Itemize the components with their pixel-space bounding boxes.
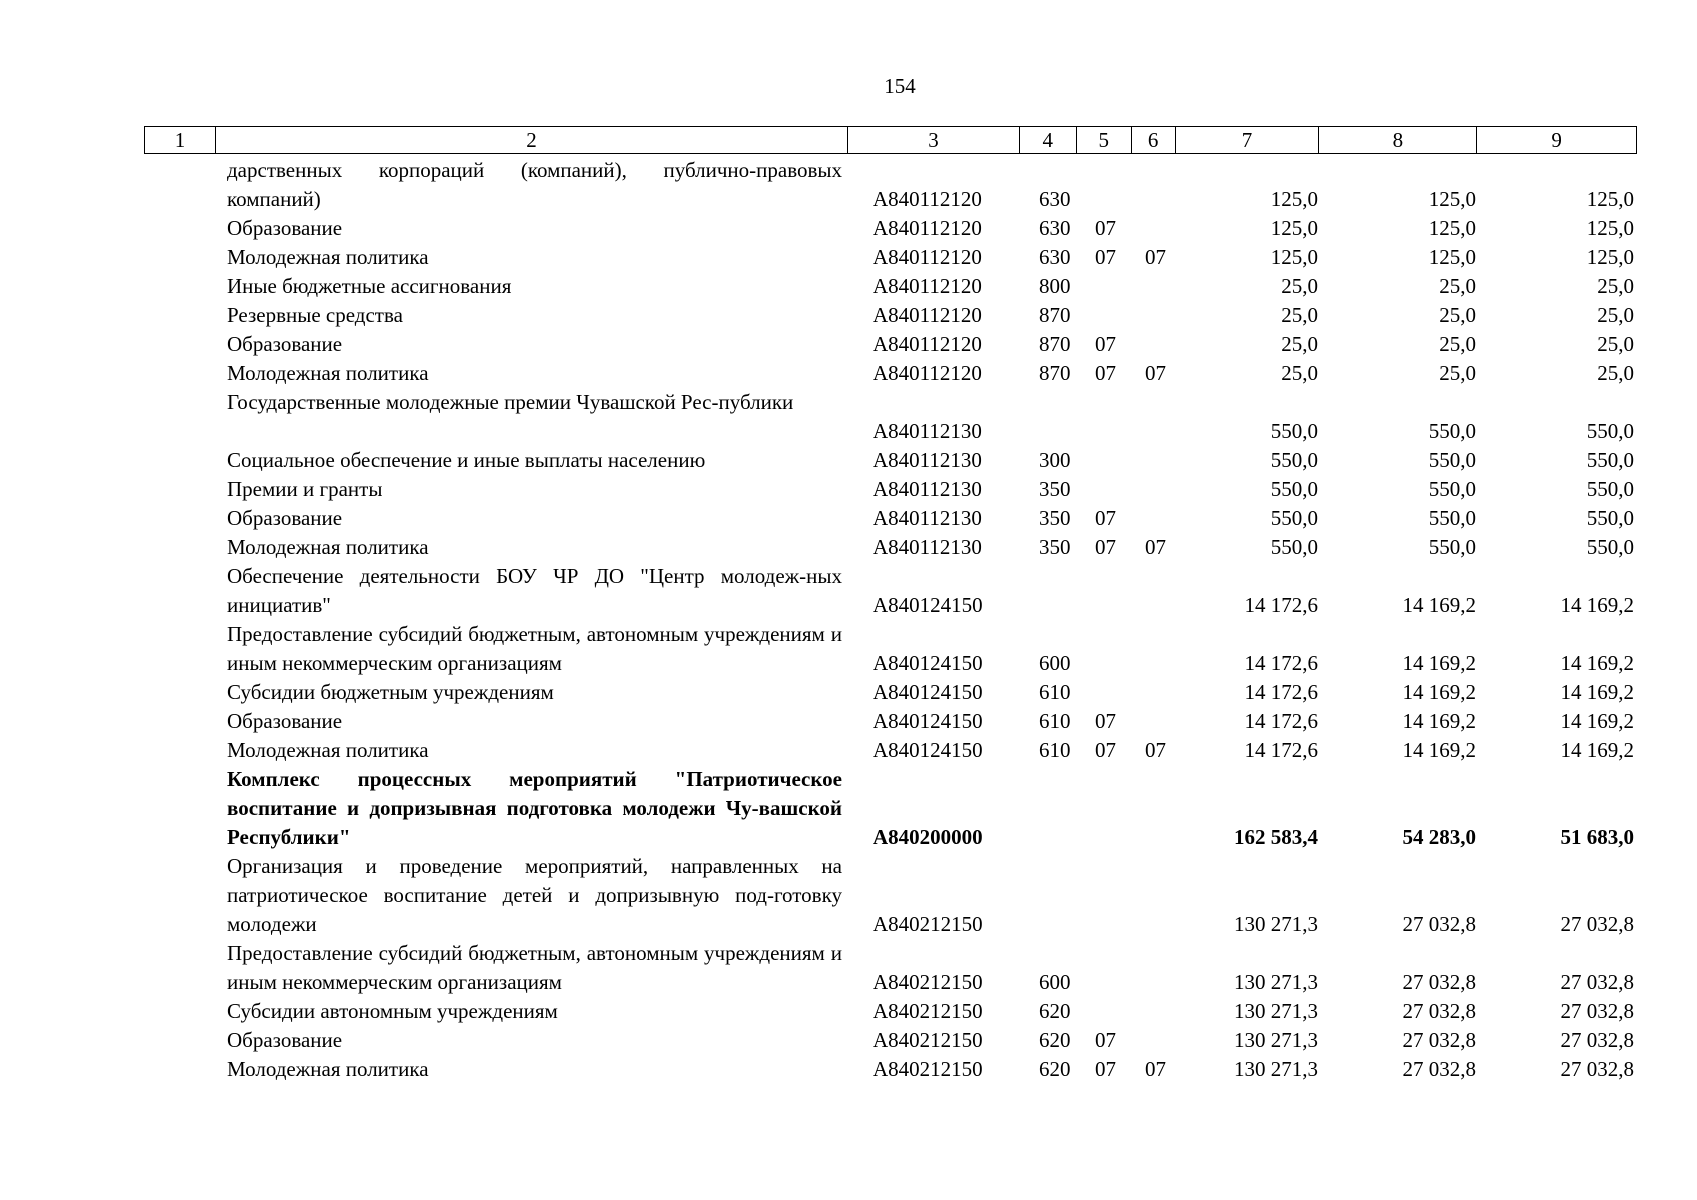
amount-col-9: 25,0 [1597,274,1634,298]
subsection-code: 07 [1145,1057,1166,1081]
amount-col-9: 125,0 [1586,187,1634,211]
amount-col-8: 14 169,2 [1402,709,1476,733]
subsection-code: 07 [1145,245,1166,269]
expense-type-code: 620 [1039,1028,1071,1052]
amount-col-8: 550,0 [1428,477,1476,501]
section-code: 07 [1095,535,1116,559]
amount-col-9: 125,0 [1586,245,1634,269]
amount-col-9: 550,0 [1586,535,1634,559]
amount-col-7: 125,0 [1270,187,1318,211]
target-article-code: А840124150 [873,709,983,733]
amount-col-7: 162 583,4 [1234,825,1318,849]
amount-col-7: 130 271,3 [1234,970,1318,994]
target-article-code: А840124150 [873,738,983,762]
table-row [0,330,1697,359]
amount-col-9: 27 032,8 [1560,999,1634,1023]
table-row [0,765,1697,852]
row-description: Государственные молодежные премии Чувашской Рес-публики [227,390,794,414]
amount-col-7: 14 172,6 [1244,680,1318,704]
section-code: 07 [1095,1057,1116,1081]
table-row [0,678,1697,707]
row-description: Молодежная политика [227,361,429,385]
target-article-code: А840112130 [873,419,982,443]
row-description: Субсидии автономным учреждениям [227,999,558,1023]
target-article-code: А840112120 [873,245,982,269]
header-col-5: 5 [1077,127,1132,153]
table-row [0,359,1697,388]
table-row [0,388,1697,446]
amount-col-9: 125,0 [1586,216,1634,240]
amount-col-7: 125,0 [1270,216,1318,240]
table-row [0,214,1697,243]
table-row [0,533,1697,562]
amount-col-9: 25,0 [1597,332,1634,356]
expense-type-code: 630 [1039,245,1071,269]
row-description: Образование [227,216,343,240]
expense-type-code: 800 [1039,274,1071,298]
table-header [144,126,1637,154]
amount-col-7: 130 271,3 [1234,999,1318,1023]
section-code: 07 [1095,332,1116,356]
amount-col-7: 550,0 [1270,477,1318,501]
expense-type-code: 600 [1039,651,1071,675]
amount-col-9: 14 169,2 [1560,593,1634,617]
amount-col-9: 14 169,2 [1560,709,1634,733]
amount-col-8: 27 032,8 [1402,1028,1476,1052]
row-description: Молодежная политика [227,535,429,559]
subsection-code: 07 [1145,361,1166,385]
section-code: 07 [1095,709,1116,733]
expense-type-code: 610 [1039,738,1071,762]
amount-col-8: 27 032,8 [1402,912,1476,936]
table-row [0,272,1697,301]
row-description: Обеспечение деятельности БОУ ЧР ДО "Центр молодеж-ных инициатив" [227,564,842,617]
header-col-8: 8 [1319,127,1477,153]
amount-col-9: 550,0 [1586,419,1634,443]
table-row [0,446,1697,475]
row-description: Молодежная политика [227,738,429,762]
header-col-6: 6 [1132,127,1176,153]
header-col-1: 1 [145,127,216,153]
table-row [0,852,1697,939]
amount-col-7: 125,0 [1270,245,1318,269]
amount-col-9: 14 169,2 [1560,651,1634,675]
row-description: Организация и проведение мероприятий, направленных на патриотическое воспитание детей и допризывную под-готовку молодежи [227,854,842,936]
amount-col-7: 25,0 [1281,332,1318,356]
row-description: Образование [227,332,343,356]
target-article-code: А840112120 [873,303,982,327]
row-description: Образование [227,1028,343,1052]
table-row [0,562,1697,620]
amount-col-9: 27 032,8 [1560,912,1634,936]
expense-type-code: 630 [1039,187,1071,211]
amount-col-7: 14 172,6 [1244,738,1318,762]
amount-col-7: 25,0 [1281,274,1318,298]
row-description: Молодежная политика [227,1057,429,1081]
amount-col-9: 27 032,8 [1560,1028,1634,1052]
amount-col-7: 550,0 [1270,506,1318,530]
row-description: Премии и гранты [227,477,383,501]
amount-col-8: 550,0 [1428,535,1476,559]
amount-col-9: 550,0 [1586,477,1634,501]
target-article-code: А840212150 [873,970,983,994]
section-code: 07 [1095,216,1116,240]
target-article-code: А840124150 [873,651,983,675]
header-col-9: 9 [1551,127,1562,152]
target-article-code: А840124150 [873,680,983,704]
table-row [0,504,1697,533]
target-article-code: А840212150 [873,912,983,936]
table-row [0,1055,1697,1084]
row-description: дарственных корпораций (компаний), публично-правовых компаний) [227,158,842,211]
page-number: 154 [884,74,916,98]
target-article-code: А840124150 [873,593,983,617]
table-row [0,707,1697,736]
header-col-3: 3 [848,127,1020,153]
expense-type-code: 610 [1039,680,1071,704]
amount-col-9: 51 683,0 [1560,825,1634,849]
expense-type-code: 610 [1039,709,1071,733]
row-description: Комплекс процессных мероприятий "Патриотическое воспитание и допризывная подготовка молодежи Чу-вашской Республики" [227,767,842,849]
amount-col-7: 130 271,3 [1234,1028,1318,1052]
row-description: Молодежная политика [227,245,429,269]
expense-type-code: 630 [1039,216,1071,240]
amount-col-9: 25,0 [1597,361,1634,385]
amount-col-7: 14 172,6 [1244,709,1318,733]
table-row [0,156,1697,214]
section-code: 07 [1095,361,1116,385]
section-code: 07 [1095,245,1116,269]
target-article-code: А840112120 [873,332,982,356]
amount-col-9: 25,0 [1597,303,1634,327]
table-row [0,939,1697,997]
expense-type-code: 300 [1039,448,1071,472]
table-row [0,1026,1697,1055]
table-row [0,736,1697,765]
amount-col-8: 550,0 [1428,448,1476,472]
section-code: 07 [1095,1028,1116,1052]
amount-col-8: 550,0 [1428,506,1476,530]
amount-col-8: 27 032,8 [1402,1057,1476,1081]
target-article-code: А840112130 [873,506,982,530]
header-col-2: 2 [216,127,848,153]
expense-type-code: 620 [1039,1057,1071,1081]
amount-col-9: 550,0 [1586,448,1634,472]
amount-col-7: 25,0 [1281,361,1318,385]
target-article-code: А840112130 [873,535,982,559]
expense-type-code: 350 [1039,477,1071,501]
amount-col-7: 550,0 [1270,448,1318,472]
target-article-code: А840212150 [873,999,983,1023]
target-article-code: А840112130 [873,477,982,501]
table-row [0,243,1697,272]
amount-col-8: 14 169,2 [1402,651,1476,675]
amount-col-8: 27 032,8 [1402,999,1476,1023]
amount-col-8: 25,0 [1439,274,1476,298]
row-description: Иные бюджетные ассигнования [227,274,512,298]
row-description: Социальное обеспечение и иные выплаты населению [227,448,706,472]
expense-type-code: 870 [1039,332,1071,356]
amount-col-8: 550,0 [1428,419,1476,443]
amount-col-9: 14 169,2 [1560,680,1634,704]
amount-col-8: 25,0 [1439,332,1476,356]
target-article-code: А840200000 [873,825,983,849]
amount-col-7: 130 271,3 [1234,912,1318,936]
amount-col-9: 27 032,8 [1560,1057,1634,1081]
expense-type-code: 600 [1039,970,1071,994]
row-description: Резервные средства [227,303,403,327]
amount-col-9: 14 169,2 [1560,738,1634,762]
target-article-code: А840112120 [873,274,982,298]
amount-col-9: 550,0 [1586,506,1634,530]
amount-col-8: 125,0 [1428,216,1476,240]
expense-type-code: 870 [1039,303,1071,327]
amount-col-8: 14 169,2 [1402,680,1476,704]
table-row [0,475,1697,504]
amount-col-8: 125,0 [1428,187,1476,211]
amount-col-8: 125,0 [1428,245,1476,269]
target-article-code: А840212150 [873,1028,983,1052]
amount-col-7: 130 271,3 [1234,1057,1318,1081]
expense-type-code: 350 [1039,535,1071,559]
amount-col-7: 550,0 [1270,535,1318,559]
amount-col-8: 54 283,0 [1402,825,1476,849]
amount-col-8: 14 169,2 [1402,593,1476,617]
row-description: Образование [227,506,343,530]
row-description: Предоставление субсидий бюджетным, автономным учреждениям и иным некоммерческим организациям [227,941,842,994]
section-code: 07 [1095,506,1116,530]
row-description: Предоставление субсидий бюджетным, автономным учреждениям и иным некоммерческим организациям [227,622,842,675]
table-row [0,997,1697,1026]
target-article-code: А840112120 [873,216,982,240]
amount-col-8: 25,0 [1439,303,1476,327]
row-description: Субсидии бюджетным учреждениям [227,680,554,704]
table-row [0,301,1697,330]
target-article-code: А840112130 [873,448,982,472]
amount-col-7: 14 172,6 [1244,651,1318,675]
amount-col-8: 14 169,2 [1402,738,1476,762]
amount-col-7: 14 172,6 [1244,593,1318,617]
header-col-4: 4 [1020,127,1077,153]
amount-col-9: 27 032,8 [1560,970,1634,994]
target-article-code: А840112120 [873,361,982,385]
target-article-code: А840112120 [873,187,982,211]
expense-type-code: 870 [1039,361,1071,385]
subsection-code: 07 [1145,738,1166,762]
expense-type-code: 350 [1039,506,1071,530]
subsection-code: 07 [1145,535,1166,559]
amount-col-7: 550,0 [1270,419,1318,443]
table-row [0,620,1697,678]
budget-table-body [0,156,1697,1084]
header-col-7: 7 [1176,127,1320,153]
amount-col-8: 25,0 [1439,361,1476,385]
amount-col-8: 27 032,8 [1402,970,1476,994]
target-article-code: А840212150 [873,1057,983,1081]
expense-type-code: 620 [1039,999,1071,1023]
amount-col-7: 25,0 [1281,303,1318,327]
section-code: 07 [1095,738,1116,762]
row-description: Образование [227,709,343,733]
